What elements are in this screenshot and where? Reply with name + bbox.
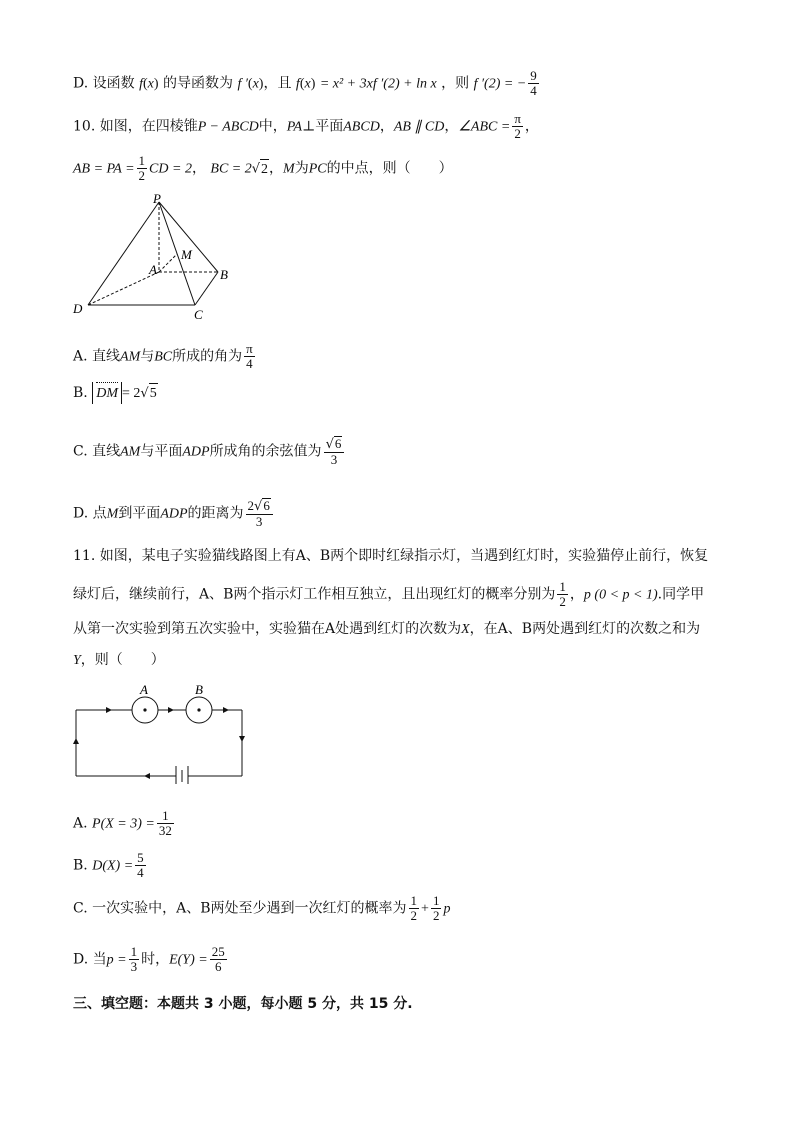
q11-stem-line2 [73, 580, 704, 609]
q10-option-d [73, 498, 275, 529]
denominator: 6 [214, 959, 222, 974]
math: p (0 < p < 1) [583, 587, 658, 603]
math: AB = PA = [73, 161, 135, 177]
text: 设函数 [92, 75, 135, 92]
vertex-label-a: A [149, 262, 157, 277]
option-label: A. [73, 348, 88, 365]
math: D(X) = [92, 858, 134, 874]
option-label: C. [73, 443, 88, 460]
edge-cb [195, 272, 218, 305]
option-label: A. [73, 815, 88, 832]
question-number: 10. [73, 118, 96, 135]
math: f [139, 76, 143, 92]
q10-option-b: B. DM = 2√5 [73, 382, 158, 404]
vector-magnitude [92, 382, 122, 404]
math: BC = 2 [210, 161, 252, 177]
q9-option-d: D. 设函数 f(x) 的导函数为 f ′(x)，且 f(x) = x² + 3xf ′(2) + ln x ，则 f ′(2) = − $\frac{9}{4}$ [73, 68, 537, 98]
question-number: 11. [73, 548, 96, 564]
numerator: π [246, 341, 253, 356]
text: ，在A、B两处遇到红灯的次数之和为 [469, 621, 701, 637]
q11-stem-line3 [73, 619, 700, 640]
denominator: 4 [246, 356, 253, 371]
text: 到平面 [118, 505, 161, 522]
numerator: 1 [157, 809, 174, 824]
math: ADP [160, 506, 188, 522]
option-label: D. [73, 505, 89, 522]
numerator: 1 [138, 153, 146, 168]
radicand: 5 [149, 383, 158, 404]
text: 当 [92, 951, 107, 968]
text: 中， [258, 118, 287, 135]
q10-option-c [73, 436, 346, 467]
math: M [106, 506, 119, 522]
math: M [283, 161, 295, 177]
arrow-down [239, 736, 245, 742]
text: ， [379, 118, 394, 135]
vertex-label-c: C [194, 307, 203, 322]
circuit-figure [70, 680, 250, 784]
arrow-right-3 [223, 707, 229, 713]
text: 直线 [92, 348, 121, 365]
q10-stem-line1 [73, 112, 539, 141]
q11-option-a [73, 809, 176, 838]
arrow-right-2 [168, 707, 174, 713]
denominator: 32 [158, 823, 172, 838]
coefficient: 2 [247, 498, 255, 513]
q10-stem-line2: AB = PA = $\frac{1}{2}$ CD = 2， BC = 2√2，M为PC的中点，则（ ） [73, 153, 453, 183]
vertex-label-b: B [220, 267, 228, 282]
math: f ′(2) = − [473, 76, 527, 92]
fraction [557, 580, 568, 609]
text: 所成的角为 [172, 348, 243, 365]
fraction [135, 851, 146, 880]
text: ， [191, 160, 206, 177]
radicand: 6 [263, 498, 270, 513]
denominator: 2 [559, 594, 566, 609]
radicand: 6 [334, 436, 342, 451]
option-label: D. [73, 951, 89, 968]
q10-option-a [73, 342, 257, 371]
fraction: $\frac{2√6}{3}$ [246, 498, 273, 529]
section-heading: 三、填空题：本题共 3 小题，每小题 5 分，共 15 分. [73, 996, 413, 1012]
text: 绿灯后，继续前行，A、B两个指示灯工作相互独立，且出现红灯的概率分别为 [73, 586, 556, 603]
math: = x² + 3xf ′(2) + ln x [319, 76, 437, 92]
text: ， [524, 118, 539, 135]
text: ， [569, 586, 584, 603]
denominator: 3 [330, 452, 338, 467]
fraction [528, 69, 539, 98]
text: 为 [294, 160, 309, 177]
text: .同学甲 [657, 586, 705, 603]
fraction [157, 809, 174, 838]
text: ，则 [441, 75, 470, 92]
q11-stem-line4 [73, 650, 165, 671]
numerator: 1 [432, 893, 440, 908]
numerator: 1 [559, 579, 566, 594]
option-label: B. [73, 857, 88, 874]
denominator: 4 [137, 865, 144, 880]
math: Y [73, 653, 81, 668]
text: 如图，在四棱锥 [99, 118, 198, 135]
fraction: $\frac{√6}{3}$ [324, 436, 345, 467]
math: PA [286, 119, 303, 135]
arrow-left [144, 773, 150, 779]
lamp-label-b: B [195, 682, 203, 697]
denominator: 3 [255, 514, 263, 529]
numerator: 25 [211, 944, 225, 959]
text: 的中点，则（ ） [326, 160, 453, 177]
math: ∠ABC = [458, 119, 511, 135]
q11-option-b [73, 851, 148, 880]
numerator: 1 [130, 944, 138, 959]
math: E(Y) = [169, 952, 208, 968]
text: 与 [140, 348, 155, 365]
fraction [210, 945, 227, 974]
math: x [147, 76, 154, 92]
vertex-label-d: D [73, 301, 83, 316]
math: P(X = 3) = [92, 816, 155, 832]
vertex-label-p: P [153, 192, 161, 206]
math: + [421, 901, 429, 917]
math: f ′ [237, 76, 248, 92]
text: 的距离为 [187, 505, 244, 522]
arrow-right-1 [106, 707, 112, 713]
math: p = [106, 952, 127, 968]
numerator: 9 [530, 68, 537, 83]
denominator: 3 [130, 959, 138, 974]
fraction [129, 945, 140, 974]
numerator: π [514, 111, 521, 126]
fraction [431, 894, 442, 923]
math: p [443, 901, 451, 917]
math: PC [308, 161, 327, 177]
vertex-label-m: M [181, 247, 192, 262]
denominator: 2 [432, 908, 440, 923]
fraction [137, 154, 148, 183]
edge-pd [88, 202, 159, 305]
denominator: 2 [138, 168, 146, 183]
option-label: B. [73, 385, 88, 401]
math: CD = 2 [149, 161, 192, 177]
radicand: 2 [260, 159, 269, 180]
text: 如图，某电子实验猫线路图上有A、B两个即时红绿指示灯，当遇到红灯时，实验猫停止前行，恢复 [99, 548, 709, 564]
segment-am [159, 254, 177, 272]
text: ，则（ ） [80, 652, 165, 668]
math: ABCD [343, 119, 380, 135]
q11-option-c [73, 894, 450, 923]
math: X [461, 622, 470, 637]
text: ， [269, 160, 284, 177]
pyramid-figure [70, 192, 240, 324]
math: = 2 [121, 386, 141, 401]
math: P − ABCD [197, 119, 259, 135]
q11-option-d [73, 945, 229, 974]
text: 时， [141, 951, 170, 968]
denominator: 2 [514, 126, 521, 141]
math: AM [120, 444, 141, 460]
arrow-up [73, 738, 79, 744]
option-label: C. [73, 900, 88, 917]
lamp-label-a: A [140, 682, 148, 697]
fraction [512, 112, 523, 141]
text: ⊥平面 [302, 118, 344, 135]
option-label: D. [73, 75, 89, 92]
text: 从第一次实验到第五次实验中，实验猫在A处遇到红灯的次数为 [73, 621, 462, 637]
vector-dm: DM [96, 382, 118, 404]
math: AB ∥ CD [393, 119, 445, 135]
denominator: 2 [410, 908, 418, 923]
text: 一次实验中，A、B两处至少遇到一次红灯的概率为 [92, 900, 407, 917]
text: ，且 [263, 75, 292, 92]
math: AM [120, 349, 141, 365]
text: 与平面 [140, 443, 183, 460]
fraction [409, 894, 420, 923]
numerator: 1 [410, 893, 418, 908]
text: 点 [92, 505, 107, 522]
math: ADP [182, 444, 210, 460]
numerator: 5 [137, 850, 144, 865]
text: ， [444, 118, 459, 135]
q11-stem-line1 [73, 546, 708, 566]
math: BC [154, 349, 173, 365]
text: 所成角的余弦值为 [209, 443, 322, 460]
text: 直线 [92, 443, 121, 460]
text: 的导函数为 [163, 75, 233, 92]
fraction [244, 342, 255, 371]
denominator: 4 [530, 83, 537, 98]
